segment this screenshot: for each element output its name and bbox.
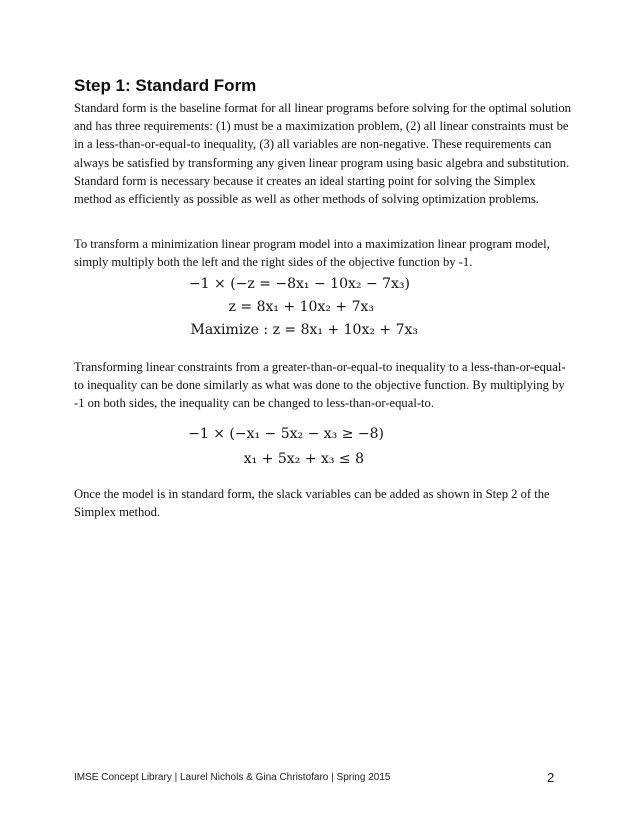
paragraph-constraint-transform: Transforming linear constraints from a greater-than-or-equal-to inequality to a less-than-or-equal-to inequality can be done similarly as what was done to the objective function. By multiplying by -1 on both sides, the inequality can be changed to less-than-or-equal-to.: [74, 360, 566, 411]
page-number: 2: [547, 770, 555, 785]
equation-line: x₁ + 5x₂ + x₃ ≤ 8: [243, 451, 364, 467]
equation-line: Maximize : z = 8x₁ + 10x₂ + 7x₃: [190, 322, 418, 338]
paragraph-standard-form-intro: Standard form is the baseline format for all linear programs before solving for the optimal solution and has three requirements: (1) must be a maximization problem, (2) all linear constraints must be in a less-than-or-equal-to inequality, (3) all variables are non-negative. These requirements can always be satisfied by transforming any given linear program using basic algebra and substitution. Standard form is necessary because it creates an ideal starting point for solving the Simplex method as efficiently as possible as well as other methods of solving optimization problems.: [74, 101, 571, 207]
constraint-equation-block: [188, 426, 414, 472]
paragraph-minimization-transform: To transform a minimization linear program model into a maximization linear program model, simply multiply both the left and the right sides of the objective function by -1.: [74, 237, 550, 270]
objective-equation-block: [188, 276, 418, 346]
equation-line: −1 × (−x₁ − 5x₂ − x₃ ≥ −8): [188, 426, 384, 442]
paragraph-slack-variables: Once the model is in standard form, the slack variables can be added as shown in Step 2 of the Simplex method.: [74, 487, 550, 520]
section-heading: Step 1: Standard Form: [74, 76, 257, 95]
equation-line: −1 × (−z = −8x₁ − 10x₂ − 7x₃): [188, 276, 410, 292]
page-footer: IMSE Concept Library | Laurel Nichols & Gina Christofaro | Spring 2015: [74, 772, 391, 783]
equation-line: z = 8x₁ + 10x₂ + 7x₃: [228, 299, 374, 315]
